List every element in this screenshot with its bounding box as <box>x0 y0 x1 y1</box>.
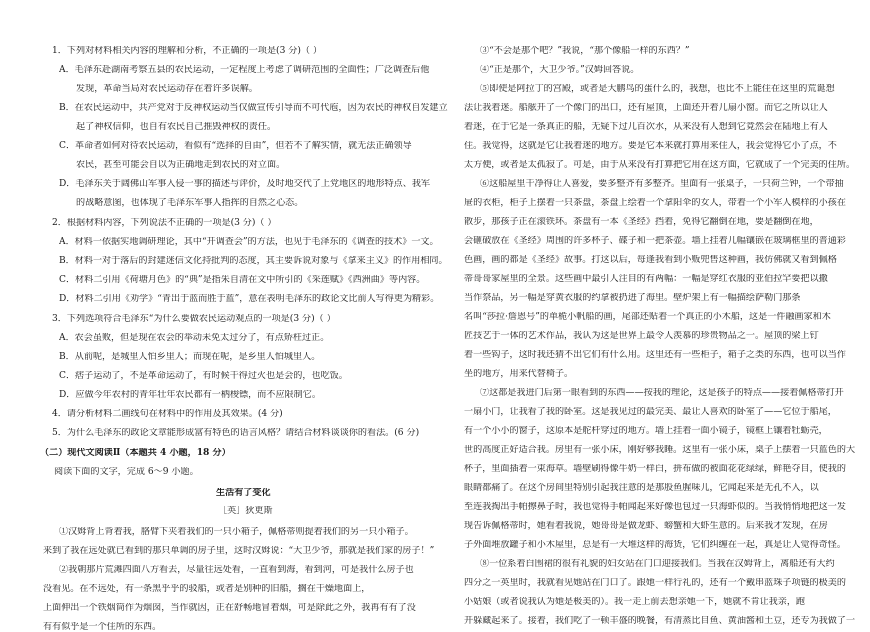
left-text-line: D．毛泽东关于阔佛山军事入侵一事的描述与评价，及时地交代了上党地区的地形特点、我军 <box>59 179 431 189</box>
right-text-line: 四分之一英里时，我就看见她站在门口了。跟她一样行礼的，还有一个戴串蓝珠子项链的极美的 <box>464 578 846 588</box>
left-text-line: 农民，甚至可能会自以为正确地走到农民的对立面。 <box>76 160 286 170</box>
right-text-line: 眼睛都痛了。在这个房间里特别引起我注意的是那股鱼腥味儿，它闻起来是无孔不入，以 <box>464 483 819 493</box>
left-text-line: 来到了我在远处就已看到的那只单调的房子里，这时汉姆说：“大卫少爷，那就是我们家的房子！” <box>43 546 435 556</box>
right-text-line: 坐的地方，用来代替椅子。 <box>464 369 574 379</box>
right-text-line: 着迷，在于它是一条真正的船，无疑下过几百次水，从来没有人想到它竟然会在陆地上有人 <box>464 122 828 132</box>
right-text-line: 太方便，或者是太孤寂了。可是，由于从来没有打算把它用在这方面，它就成了一个完美的住所。 <box>464 160 856 170</box>
left-text-line: 没看见。在不远处，有一条黑乎乎的驳船，或者是别种的旧船，搁在干燥地面上， <box>43 584 371 594</box>
right-text-line: ③“不会是那个吧？”我说，“那个像船一样的东西？” <box>480 46 690 56</box>
right-text-line: 色画，画的都是《圣经》故事。打这以后，每逢我看到小贩兜售这种画，我仿佛就又看到佩格 <box>464 255 837 265</box>
left-text-line: D．应做今年农村的青年壮年农民都有一柄梭镖，而不应限制它。 <box>59 390 321 400</box>
right-text-line: ⑥这船屋里干净得让人喜爱，要多整齐有多整齐。里面有一张桌子，一只荷兰钟，一个带抽 <box>480 179 844 189</box>
right-text-line: 散步，那孩子正在滚铁环。茶盘有一本《圣经》挡着，免得它翻倒在地，要是翻倒在地， <box>464 217 819 227</box>
left-text-line: B．在农民运动中，共产党对于反神权运动当仅做宣传引导而不可代庖，因为农民的神权自发建立 <box>59 103 448 113</box>
right-text-line: ⑦这都是我进门后第一眼看到的东西——按我的理论，这是孩子的特点——接着佩格蒂打开 <box>480 388 844 398</box>
right-text-line: 至连我掏出手帕擦鼻子时，我也觉得手帕闻起来好像也包过一只海虾似的。当我悄悄地把这一发 <box>464 502 846 512</box>
left-text-line: 2．根据材料内容，下列说法不正确的一项是(3 分)（ ） <box>52 218 277 228</box>
left-text-line: 4．请分析材料二画线句在材料中的作用及其效果。(4 分) <box>52 409 283 419</box>
left-text-line: A．毛泽东赴湖南考察五县的农民运动，一定程度上考虑了调研范围的全面性；广泛调查后他 <box>59 65 430 75</box>
left-text-line: B．材料一对于落后的封建迷信文化持批判的态度，其主要诉说对象与《拿来主义》的作用相同。 <box>59 256 448 266</box>
right-text-line: 现告诉佩格蒂时，她看着我说，她哥哥是做龙虾、螃蟹和大虾生意的。后来我才发现，在房 <box>464 521 828 531</box>
right-text-line: 杯子，里面插着一束海草。墙壁刷得像牛奶一样白，拼布做的被面花花绿绿，鲜艳夺目，使我的 <box>464 464 846 474</box>
right-text-line: 匠技艺于一体的艺术作品，我认为这是世界上最令人羡慕的珍贵物品之一。屋顶的梁上钉 <box>464 331 819 341</box>
right-text-line: ④“正是那个，大卫少爷。”汉姆回答说。 <box>480 65 640 75</box>
right-text-line: 名叫“莎拉·詹恩号”的单桅小帆船的画，尾部还贴着一个真正的小木船，这是一件融画家和木 <box>464 312 831 322</box>
left-text-line: A．农会虽败，但是现在农会的举动未免太过分了，有点矫枉过正。 <box>59 333 330 343</box>
right-text-line: 住。我觉得，这就是它让我着迷的地方。要是它本来就打算用来住人，我会觉得它小了点，不 <box>464 141 837 151</box>
left-text-line: ［英］狄更斯 <box>218 506 273 516</box>
left-text-line: 5．为什么毛泽东的政论文章能形成富有特色的语言风格？请结合材料谈谈你的看法。(6 分) <box>52 428 420 438</box>
left-text-line: 起了神权信仰，也自有农民自己推毁神权的责任。 <box>76 122 277 132</box>
right-text-line: 小姑娘（或者说我认为她是极美的）。我一走上前去想亲她一下，她就不肯让我亲，跑 <box>464 597 806 607</box>
right-text-line: ⑧一位系着白围裙的很有礼貌的妇女站在门口迎接我们。当我在汉姆背上，离船还有大约 <box>480 559 835 569</box>
left-text-line: ①汉姆背上背着我，胳臂下夹着我们的一只小箱子，佩格蒂则提着我们的另一只小箱子。 <box>59 527 414 537</box>
left-text-line: C．革命者如何对待农民运动，看似有“选择的自由”，但若不了解实情，就无法正确领导 <box>59 141 412 151</box>
right-text-line: 屉的衣柜，柜子上摆着一只茶盘，茶盘上绘着一个拿阳伞的女人，带着一个小军人模样的小孩在 <box>464 198 846 208</box>
left-text-line: 发现，革命当局对农民运动存在着许多误解。 <box>76 84 258 94</box>
left-text-line: ②我朝那片荒滩四面八方看去，尽量往远处看，一直看到海，看到河，可是我什么房子也 <box>59 565 414 575</box>
right-text-line: 当作祭品，另一幅是穿黄衣服的约拿被扔进了海里。壁炉架上有一幅描绘萨勒门那条 <box>464 293 801 303</box>
left-text-line: 有有似乎是一个住所的东西。 <box>43 622 162 632</box>
right-text-line: 蒂哥哥家屋里的全景。这些画中最引人注目的有两幅：一幅是穿红衣服的亚伯拉罕要把以撒 <box>464 274 828 284</box>
right-text-line: 会砸破放在《圣经》周围的许多杯子、碟子和一把茶壶。墙上挂着几幅镶嵌在玻璃框里的普通彩 <box>464 236 846 246</box>
right-text-line: 法让我着迷。船舷开了一个像门的出口，还有屋顶，上面还开着几扇小窗。而它之所以让人 <box>464 103 828 113</box>
left-text-line: 的战略意图，也体现了毛泽东军事人指挥的自然之心态。 <box>76 198 304 208</box>
left-text-line: C．痞子运动了，不是革命运动了，有时候干得过火也是会的，也吃饭。 <box>59 371 348 381</box>
right-text-line: 着一些钩子，这时我还猜不出它们有什么用。这里还有一些柜子，箱子之类的东西，也可以当作 <box>464 350 846 360</box>
right-text-line: 子外面堆放罐子和小木屋里，总是有一大堆这样的海货，它们纠缠在一起，真是让人觉得奇怪。 <box>464 540 846 550</box>
right-text-line: 有一个小小的窗子，这原本是舵杆穿过的地方。墙上挂着一面小镜子，镜框上镶着牡蛎壳， <box>464 426 828 436</box>
left-text-line: 3．下列选项符合毛泽东“为什么要做农民运动观点的一项是(3 分)（ ） <box>52 314 336 324</box>
left-text-line: 生活有了变化 <box>216 488 271 498</box>
left-text-line: C．材料二引用《荷塘月色》的“典”是指朱自清在文中所引的《采莲赋》《西洲曲》等内容。 <box>59 275 426 285</box>
right-text-line: 一扇小门，让我看了我的卧室。这是我见过的最完美、最让人喜欢的卧室了——它位于船尾， <box>464 407 837 417</box>
right-text-line: 开躲藏起来了。接着，我们吃了一顿丰盛的晚餐，有清蒸比目鱼、黄油酱和土豆，还专为我做了一 <box>464 616 856 626</box>
left-text-line: （二）现代文阅读Ⅱ（本题共 4 小题，18 分） <box>40 448 231 458</box>
left-text-line: A．材料一依据实地调研理论，其中“开调查会”的方法，也见于毛泽东的《调查的技术》一文。 <box>59 237 439 247</box>
right-text-line: ⑤即使是阿拉丁的宫殿，或者是大鹏鸟的蛋什么的，我想，也比不上能住在这里的荒诞想 <box>480 84 835 94</box>
left-text-line: D．材料二引用《劝学》“青出于蓝而胜于蓝”，意在表明毛泽东的政论文比前人写得更为精彩。 <box>59 294 440 304</box>
left-text-line: B．从前呢，是城里人怕乡里人；而现在呢，是乡里人怕城里人。 <box>59 352 321 362</box>
left-text-line: 阅读下面的文字，完成 6～9 小题。 <box>54 467 199 477</box>
left-text-line: 1．下列对材料相关内容的理解和分析，不正确的一项是(3 分)（ ） <box>52 46 322 56</box>
right-text-line: 世的高度正好适合我。房里有一张小床，刚好够我睡。这里有一张小床，桌子上摆着一只蓝色的大 <box>464 445 856 455</box>
left-text-line: 上面伸出一个铁烟筒作为烟囱，当作就因，正在舒畅地冒着烟，可是除此之外，我再有有了没 <box>43 603 416 613</box>
